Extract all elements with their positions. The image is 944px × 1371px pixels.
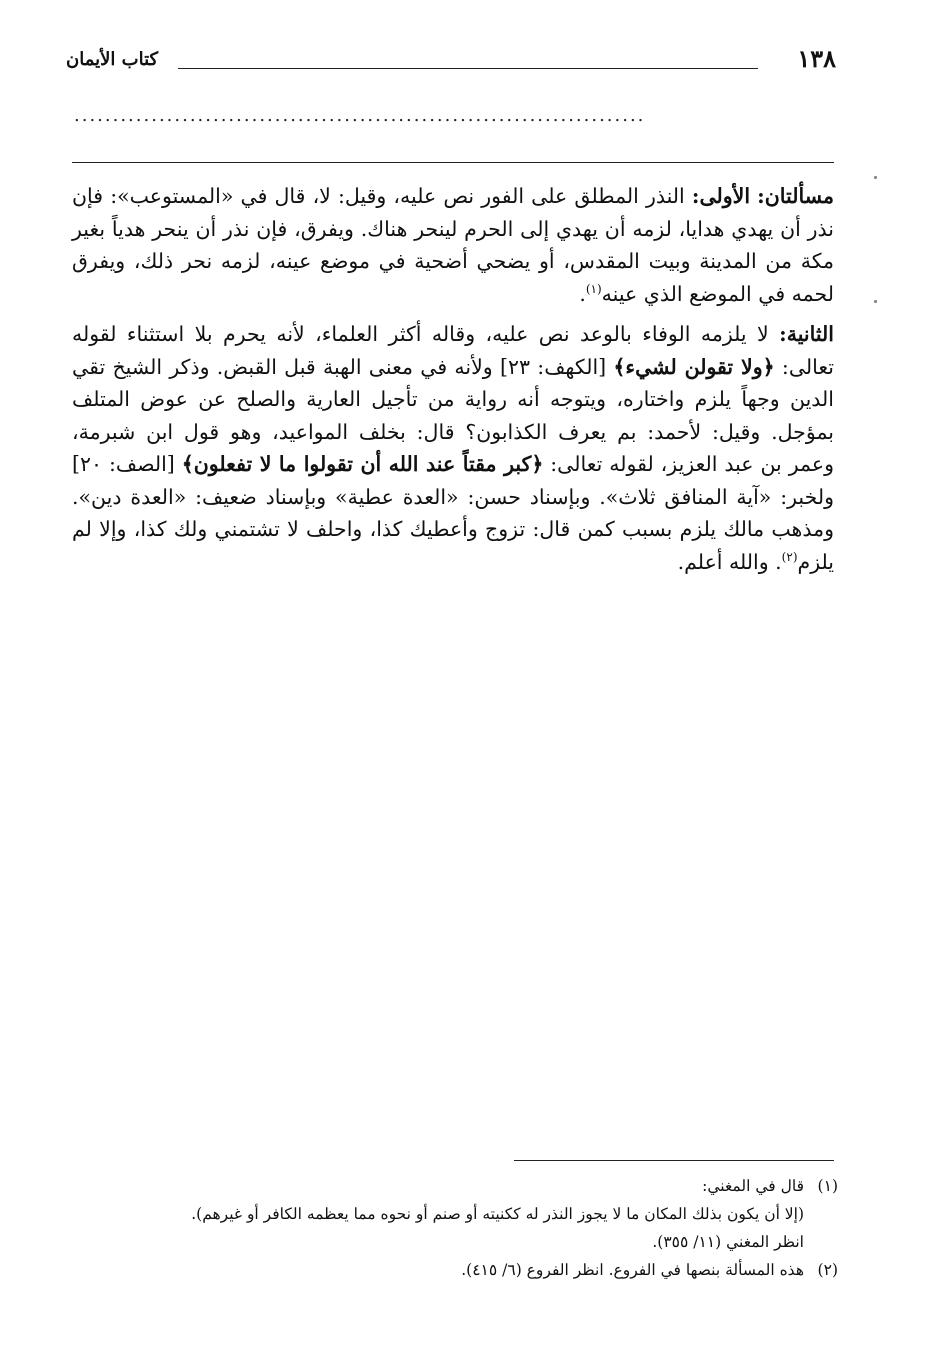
- running-header: [66, 44, 836, 74]
- issue-heading: مسألتان:: [757, 184, 834, 208]
- footnote-ref-2: (٢): [781, 549, 798, 564]
- footnote-2: [72, 1256, 838, 1284]
- footnote-1-line-1: [72, 1172, 838, 1200]
- footnote-1-intro: قال في المغني:: [702, 1177, 804, 1195]
- footnote-2-number: (٢): [817, 1261, 838, 1279]
- quran-quote-2: ﴿كبر مقتاً عند الله أن تقولوا ما لا تفعلون﴾: [181, 452, 544, 476]
- footnote-1-source: انظر المغني (١١/ ٣٥٥).: [652, 1233, 804, 1251]
- first-issue-end: .: [579, 281, 586, 306]
- first-issue-label: الأولى:: [691, 184, 751, 208]
- dotted-separator: ..........................................................................: [74, 105, 646, 126]
- second-issue-text-b: [الكهف: ٢٣] ولأنه في معنى الهبة قبل القبض. وذكر الشيخ تقي الدين وجهاً يلزم واختاره، ويتوجه أنه رواية من تأجيل العارية والصلح عن عوض المتلف بمؤجل. وقيل: لأحمد: بم يعرف الكذابون؟ قال: بخلف المواعيد، وهو قول ابن شبرمة، وعمر بن عبد العزيز، لقوله تعالى:: [72, 354, 834, 476]
- second-issue-text-c: [الصف: ٢٠] ولخبر: «آية المنافق ثلاث». وبإسناد حسن: «العدة عطية» وبإسناد ضعيف: «العدة دين». ومذهب مالك يلزم بسبب كمن قال: تزوج وأعطيك كذا، واحلف لا تشتمني ولك كذا، وإلا لم يلزم: [72, 452, 834, 574]
- main-text: [72, 180, 834, 586]
- footnote-1-number: (١): [817, 1177, 838, 1195]
- second-issue-label: الثانية:: [779, 322, 834, 346]
- margin-speck: [874, 176, 877, 179]
- footnote-2-text: هذه المسألة بنصها في الفروع. انظر الفروع (٦/ ٤١٥).: [461, 1261, 804, 1279]
- footnote-1-line-2: [72, 1200, 838, 1228]
- footnote-ref-1: (١): [585, 281, 602, 296]
- second-issue-text-a: لا يلزمه الوفاء بالوعد نص عليه، وقاله أكثر العلماء، لأنه يحرم بلا استثناء لقوله تعالى:: [72, 322, 834, 379]
- second-issue-end: . والله أعلم.: [677, 549, 782, 574]
- section-rule: [72, 162, 834, 163]
- header-rule: [178, 68, 758, 69]
- footnote-rule: [514, 1160, 834, 1161]
- margin-speck: [874, 300, 877, 303]
- paragraph-first-issue: [72, 180, 834, 310]
- page-number: ١٣٨: [797, 44, 836, 73]
- running-title: كتاب الأيمان: [66, 49, 159, 70]
- quran-quote-1: ﴿ولا تقولن لشيء﴾: [613, 354, 775, 379]
- footnote-1-quote: (إلا أن يكون بذلك المكان ما لا يجوز النذر له ككنيته أو صنم أو نحوه مما يعظمه الكافر أو غيرهم).: [191, 1205, 804, 1223]
- paragraph-second-issue: [72, 318, 834, 578]
- footnote-1-line-3: [72, 1228, 838, 1256]
- first-issue-text: النذر المطلق على الفور نص عليه، وقيل: لا، قال في «المستوعب»: فإن نذر أن يهدي هدايا، لزمه أن يهدي إلى الحرم لينحر هناك. ويفرق، فإن نذر أن ينحر هدياً بغير مكة من المدينة وبيت المقدس، أو يضحي أضحية في موضع عينه، لزمه نحر ذلك، ويفرق لحمه في الموضع الذي عينه: [72, 184, 834, 306]
- footnotes: [72, 1172, 838, 1284]
